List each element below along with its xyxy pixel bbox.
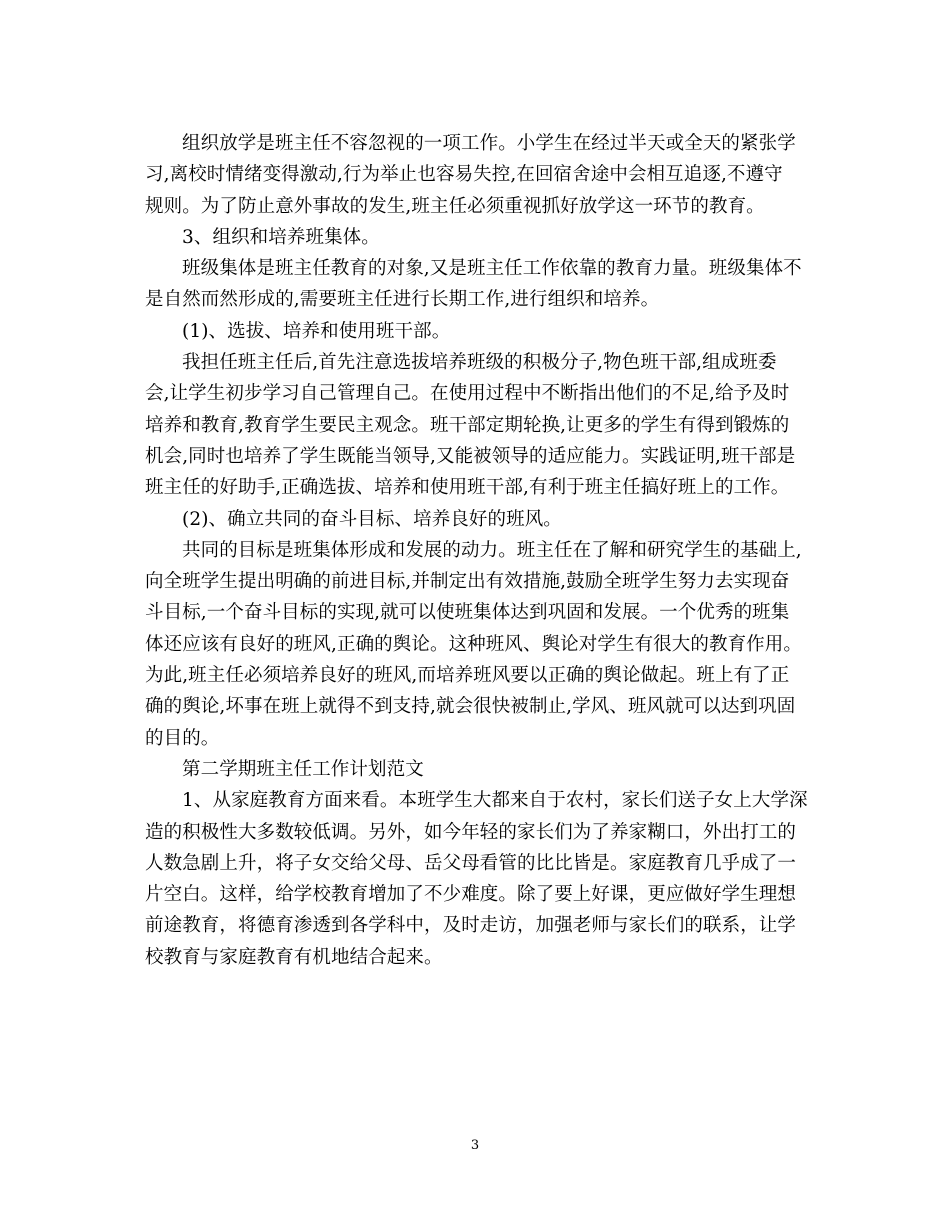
paragraph-line: 机会,同时也培养了学生既能当领导,又能被领导的适应能力。实践证明,班干部是 xyxy=(145,445,796,467)
paragraph-line: 前途教育，将德育渗透到各学科中，及时走访，加强老师与家长们的联系，让学 xyxy=(145,915,797,937)
subsection-heading: (2)、确立共同的奋斗目标、培养良好的班风。 xyxy=(182,508,562,530)
paragraph-line: 的目的。 xyxy=(145,727,220,749)
subsection-heading: (1)、选拔、培养和使用班干部。 xyxy=(182,320,451,342)
page-number: 3 xyxy=(470,1138,480,1153)
paragraph-line: 班级集体是班主任教育的对象,又是班主任工作依靠的教育力量。班级集体不 xyxy=(182,258,802,280)
section-title: 第二学期班主任工作计划范文 xyxy=(182,758,424,780)
paragraph-line: 校教育与家庭教育有机地结合起来。 xyxy=(145,946,443,968)
paragraph-line: 组织放学是班主任不容忽视的一项工作。小学生在经过半天或全天的紧张学 xyxy=(182,133,796,154)
paragraph-line: 片空白。这样，给学校教育增加了不少难度。除了要上好课，更应做好学生理想 xyxy=(145,884,797,906)
paragraph-line: 是自然而然形成的,需要班主任进行长期工作,进行组织和培养。 xyxy=(145,289,660,311)
paragraph-line: 会,让学生初步学习自己管理自己。在使用过程中不断指出他们的不足,给予及时 xyxy=(145,383,790,405)
paragraph-line: 体还应该有良好的班风,正确的舆论。这种班风、舆论对学生有很大的教育作用。 xyxy=(145,633,802,655)
paragraph-line: 为此,班主任必须培养良好的班风,而培养班风要以正确的舆论做起。班上有了正 xyxy=(145,665,790,687)
paragraph-line: 向全班学生提出明确的前进目标,并制定出有效措施,鼓励全班学生努力去实现奋 xyxy=(145,571,790,593)
paragraph-line: 斗目标,一个奋斗目标的实现,就可以使班集体达到巩固和发展。一个优秀的班集 xyxy=(145,602,790,624)
paragraph-line: 培养和教育,教育学生要民主观念。班干部定期轮换,让更多的学生有得到锻炼的 xyxy=(145,414,790,436)
paragraph-line: 共同的目标是班集体形成和发展的动力。班主任在了解和研究学生的基础上, xyxy=(182,539,802,561)
paragraph-line: 班主任的好助手,正确选拔、培养和使用班干部,有利于班主任搞好班上的工作。 xyxy=(145,477,790,499)
paragraph-line: 确的舆论,坏事在班上就得不到支持,就会很快被制止,学风、班风就可以达到巩固 xyxy=(145,696,796,718)
paragraph-line: 规则。为了防止意外事故的发生,班主任必须重视抓好放学这一环节的教育。 xyxy=(145,195,765,217)
paragraph-line: 习,离校时情绪变得激动,行为举止也容易失控,在回宿舍途中会相互追逐,不遵守 xyxy=(145,164,783,186)
paragraph-line: 我担任班主任后,首先注意选拔培养班级的积极分子,物色班干部,组成班委 xyxy=(182,352,777,374)
document-body xyxy=(145,128,808,973)
section-heading: 3、组织和培养班集体。 xyxy=(182,226,380,248)
paragraph-line: 人数急剧上升，将子女交给父母、岳父母看管的比比皆是。家庭教育几乎成了一 xyxy=(145,852,797,874)
paragraph-line: 造的积极性大多数较低调。另外，如今年轻的家长们为了养家糊口，外出打工的 xyxy=(145,821,797,843)
paragraph-line: 1、从家庭教育方面来看。本班学生大都来自于农村，家长们送子女上大学深 xyxy=(182,790,808,812)
